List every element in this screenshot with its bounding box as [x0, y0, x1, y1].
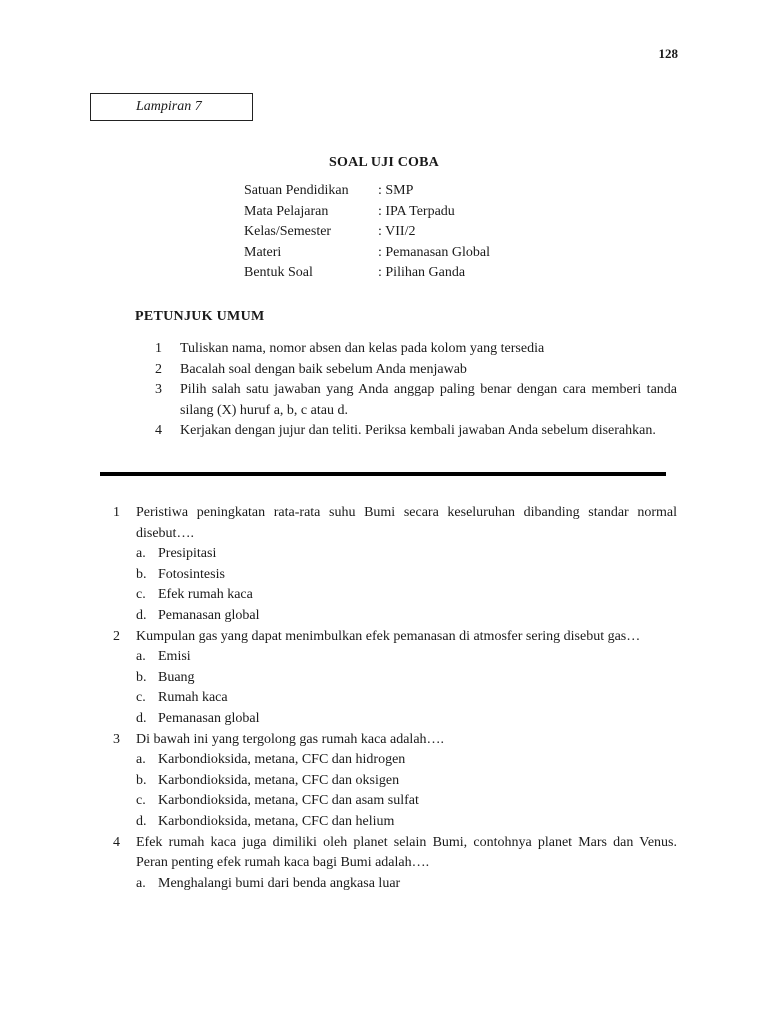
lampiran-label: Lampiran 7 — [90, 93, 253, 121]
option-text: Rumah kaca — [158, 690, 228, 706]
option-text: Buang — [158, 669, 195, 685]
option-text: Karbondioksida, metana, CFC dan asam sulfat — [158, 793, 419, 809]
question-text: Di bawah ini yang tergolong gas rumah kaca adalah…. — [136, 731, 445, 747]
divider-rule — [100, 472, 666, 476]
option-letter: c. — [136, 793, 146, 809]
instruction-text: Kerjakan dengan jujur dan teliti. Periksa kembali jawaban Anda sebelum diserahkan. — [180, 423, 656, 439]
option-text: Efek rumah kaca — [158, 587, 253, 603]
question-item — [113, 503, 677, 544]
option-letter: d. — [136, 710, 147, 726]
option-text: Pemanasan global — [158, 710, 260, 726]
instruction-number: 2 — [155, 361, 162, 377]
instruction-item — [155, 380, 677, 421]
option-item — [113, 771, 677, 792]
option-item — [113, 606, 677, 627]
option-item — [113, 874, 677, 895]
question-text: Kumpulan gas yang dapat menimbulkan efek pemanasan di atmosfer sering disebut gas… — [136, 628, 641, 644]
option-item — [113, 544, 677, 565]
option-letter: c. — [136, 690, 146, 706]
question-text: Efek rumah kaca juga dimiliki oleh planet selain Bumi, contohnya planet Mars dan Venus. Peran penting efek rumah kaca bagi Bumi adalah…. — [136, 834, 677, 871]
option-letter: b. — [136, 772, 147, 788]
option-letter: d. — [136, 813, 147, 829]
option-letter: a. — [136, 649, 146, 665]
info-label: Materi — [244, 244, 282, 260]
option-item — [113, 668, 677, 689]
info-label: Bentuk Soal — [244, 265, 313, 281]
instruction-item — [155, 339, 677, 360]
info-row-kelas-semester — [244, 222, 490, 243]
petunjuk-heading: PETUNJUK UMUM — [135, 309, 265, 324]
info-value: : SMP — [378, 183, 414, 198]
question-item — [113, 627, 677, 648]
info-value: : VII/2 — [378, 224, 416, 240]
info-row-satuan-pendidikan — [244, 181, 490, 202]
instruction-text: Bacalah soal dengan baik sebelum Anda menjawab — [180, 361, 467, 377]
option-text: Emisi — [158, 649, 191, 665]
info-block — [244, 181, 490, 284]
document-title: SOAL UJI COBA — [329, 155, 439, 170]
instruction-item — [155, 421, 677, 442]
option-letter: c. — [136, 587, 146, 603]
instruction-number: 1 — [155, 341, 162, 356]
option-text: Karbondioksida, metana, CFC dan hidrogen — [158, 752, 406, 768]
option-item — [113, 812, 677, 833]
option-letter: d. — [136, 607, 147, 623]
instruction-text: Pilih salah satu jawaban yang Anda anggap paling benar dengan cara memberi tanda silang (X) huruf a, b, c atau d. — [180, 382, 677, 418]
info-value: : Pemanasan Global — [378, 244, 490, 260]
option-item — [113, 791, 677, 812]
info-row-bentuk-soal — [244, 263, 490, 284]
question-number: 4 — [113, 834, 120, 850]
question-number: 2 — [113, 628, 120, 644]
option-item — [113, 565, 677, 586]
option-item — [113, 647, 677, 668]
question-item — [113, 730, 677, 751]
info-label: Kelas/Semester — [244, 224, 332, 240]
instruction-list — [155, 339, 677, 442]
option-item — [113, 688, 677, 709]
page-number: 128 — [658, 46, 678, 61]
info-row-materi — [244, 243, 490, 264]
info-value: : IPA Terpadu — [378, 203, 455, 219]
question-text: Peristiwa peningkatan rata-rata suhu Bumi secara keseluruhan dibanding standar normal disebut…. — [136, 505, 677, 541]
option-item — [113, 585, 677, 606]
instruction-number: 3 — [155, 382, 162, 398]
option-text: Pemanasan global — [158, 607, 260, 623]
option-text: Fotosintesis — [158, 566, 225, 582]
option-text: Karbondioksida, metana, CFC dan helium — [158, 813, 395, 829]
info-value: : Pilihan Ganda — [378, 265, 466, 281]
option-letter: a. — [136, 752, 146, 768]
question-number: 1 — [113, 505, 120, 520]
instruction-text: Tuliskan nama, nomor absen dan kelas pada kolom yang tersedia — [180, 341, 545, 356]
instruction-number: 4 — [155, 423, 162, 439]
info-row-mata-pelajaran — [244, 202, 490, 223]
option-letter: b. — [136, 669, 147, 685]
info-label: Satuan Pendidikan — [244, 183, 349, 198]
option-item — [113, 750, 677, 771]
option-text: Karbondioksida, metana, CFC dan oksigen — [158, 772, 400, 788]
option-letter: a. — [136, 546, 146, 562]
question-item — [113, 833, 677, 874]
option-text: Presipitasi — [158, 546, 217, 562]
option-letter: b. — [136, 566, 147, 582]
instruction-item — [155, 360, 677, 381]
option-text: Menghalangi bumi dari benda angkasa luar — [158, 875, 401, 891]
option-letter: a. — [136, 875, 146, 891]
question-list — [113, 503, 677, 894]
info-label: Mata Pelajaran — [244, 203, 329, 219]
question-number: 3 — [113, 731, 120, 747]
option-item — [113, 709, 677, 730]
